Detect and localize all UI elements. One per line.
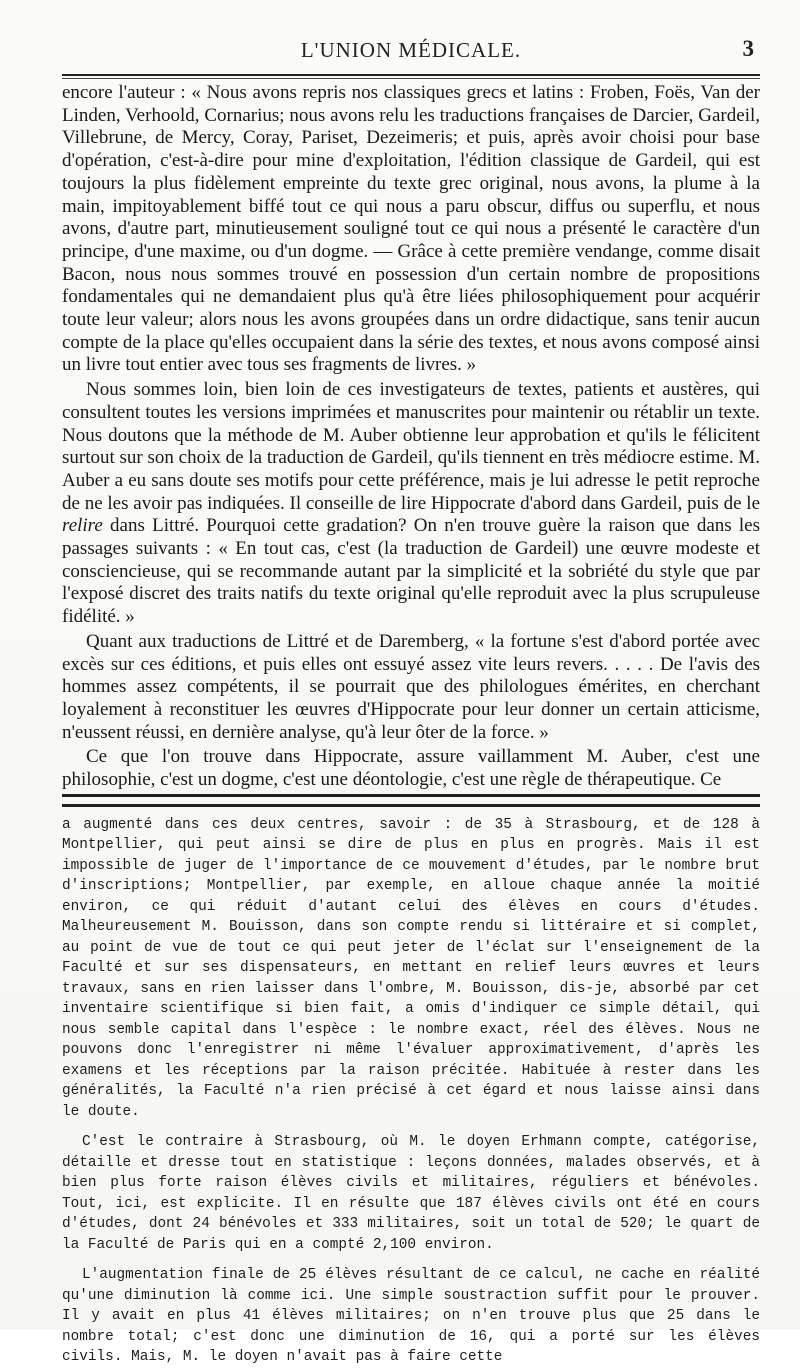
footnote-paragraph: C'est le contraire à Strasbourg, où M. le doyen Erhmann compte, catégorise, détaille et dresse tout en statistique : leçons données, malades observés, et à bien plus forte raison élèves civils et militaires, réguliers et bénévoles. Tout, ici, est explicite. Il en résulte que 187 élèves civils ont été en cours d'études, dont 24 bénévoles et 333 militaires, soit un total de 520; le quart de la Faculté de Paris qui en a compté 2,100 environ. [62, 1134, 760, 1253]
footnote-paragraph: a augmenté dans ces deux centres, savoir : de 35 à Strasbourg, et de 128 à Montpellier, qui peut ainsi se dire de plus en plus en progrès. Mais il est impossible de juger de l'importance de ce mouvement d'études, par le nombre brut d'inscriptions; Montpellier, par exemple, en alloue chaque année la moitié environ, ce qui réduit d'autant celui des élèves en cours d'études. Malheureusement M. Bouisson, dans son compte rendu si littéraire et si complet, au point de vue de tout ce qui peut jeter de l'éclat sur l'enseignement de la Faculté et sur ses dispensateurs, en mettant en relief leurs œuvres et leurs travaux, sans en rien laisser dans l'ombre, M. Bouisson, dis-je, absorbé par cet inventaire scientifique si bien fait, a omis d'indiquer ce simple détail, qui nous semble capital dans l'espèce : le nombre exact, réel des élèves. Nous ne pouvons donc l'enregistrer ni même l'évaluer approximativement, d'après les examens et les réceptions par la raison précitée. Habituée à rester dans les généralités, la Faculté n'a rien précisé à cet égard et nous laisse ainsi dans le doute. [62, 816, 760, 1120]
body-paragraph [62, 379, 760, 629]
italic-word: relire [62, 515, 103, 537]
running-head [62, 0, 760, 70]
main-text [62, 82, 760, 792]
footnote-separator [62, 794, 760, 807]
body-paragraph: Ce que l'on trouve dans Hippocrate, assure vaillamment M. Auber, c'est une philosophie, c'est un dogme, c'est une déontologie, c'est une règle de thérapeutique. Ce [62, 746, 760, 791]
body-text-run: Nous sommes loin, bien loin de ces investigateurs de textes, patients et austères, qui consultent toutes les versions imprimées et manuscrites pour maintenir ou rétablir un texte. Nous doutons que la méthode de M. Auber obtienne leur approbation et qu'ils le félicitent surtout sur son choix de la traduction de Gardeil, qu'ils tiennent en très médiocre estime. M. Auber a eu sans doute ses motifs pour cette préférence, mais je lui adresse le petit reproche de ne les avoir pas indiquées. Il conseille de lire Hippocrate d'abord dans Gardeil, puis de le [62, 379, 760, 514]
body-paragraph: Quant aux traductions de Littré et de Daremberg, « la fortune s'est d'abord portée avec excès sur ces éditions, et puis elles ont essuyé assez vite leurs revers. . . . . De l'avis des hommes assez compétents, il se pourrait que des philologues émérites, en cherchant loyalement à reconstituer les œuvres d'Hippocrate pour leur donner un certain atticisme, n'eussent réussi, en dernière analyse, qu'à leur ôter de la force. » [62, 630, 760, 743]
footnotes [62, 815, 760, 1368]
body-text-run: dans Littré. Pourquoi cette gradation? On n'en trouve guère la raison que dans les passages suivants : « En tout cas, c'est (la traduction de Gardeil) une œuvre modeste et consciencieuse, qui se recommande autant par la simplicité et la sobriété du style que par l'exposé discret des traits natifs du texte original qu'elle reproduit avec la plus scrupuleuse fidélité. » [62, 515, 760, 628]
header-rule [62, 74, 760, 79]
running-title: L'UNION MÉDICALE. [300, 38, 522, 62]
footnote-paragraph: L'augmentation finale de 25 élèves résultant de ce calcul, ne cache en réalité qu'une diminution là comme ici. Une simple soustraction suffit pour le prouver. Il y avait en plus 41 élèves militaires; on n'en trouve plus que 25 dans le nombre total; c'est donc une diminution de 16, qui a porté sur les élèves civils. Mais, M. le doyen n'avait pas à faire cette [62, 1267, 760, 1366]
page-number: 3 [742, 36, 754, 61]
body-paragraph: encore l'auteur : « Nous avons repris nos classiques grecs et latins : Froben, Foës, Van der Linden, Verhoold, Cornarius; nous avons relu les traductions françaises de Darcier, Gardeil, Villebrune, de Mercy, Coray, Pariset, Dezeimeris; et puis, après avoir choisi pour base d'opération, c'est-à-dire pour mine d'exploitation, l'édition classique de Gardeil, qui est toujours la plus fidèlement empreinte du texte grec original, nous avons, la plume à la main, impitoyablement biffé tout ce qui nous a paru obscur, diffus ou superflu, et nous avons, d'autre part, minutieusement souligné tout ce qui nous a présenté le caractère d'un principe, d'une maxime, ou d'un dogme. — Grâce à cette première vendange, comme disait Bacon, nous nous sommes trouvé en possession d'un certain nombre de propositions fondamentales qui ne demandaient plus qu'à être liées philosophiquement pour acquérir toute leur valeur; alors nous les avons groupées dans un ordre didactique, sans tenir aucun compte de la place qu'elles occupaient dans la série des textes, et nous avons composé ainsi un livre tout entier avec tous ses fragments de livres. » [62, 82, 760, 376]
